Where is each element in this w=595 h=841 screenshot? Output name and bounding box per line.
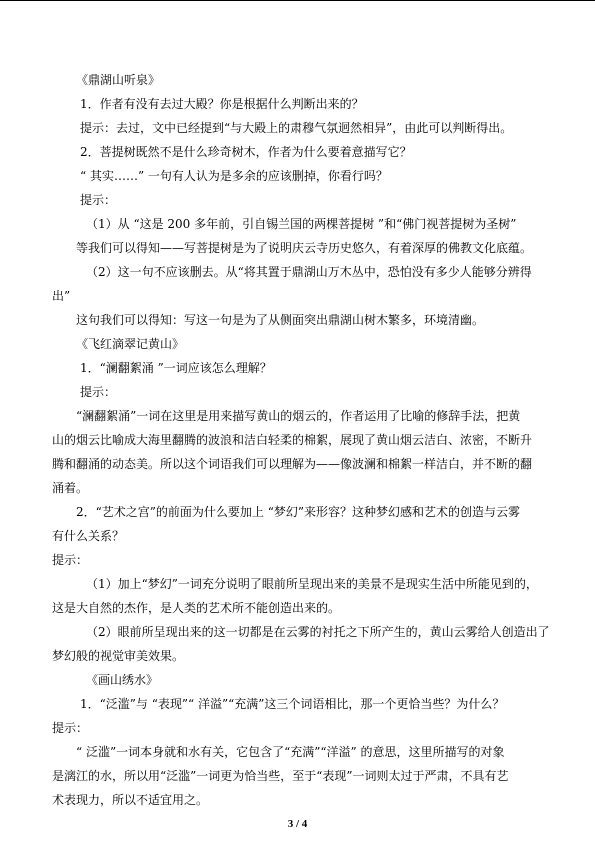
question-huangshan-2-cont: 有什么关系？ [52, 529, 125, 543]
hint-item-2-cont: 梦幻般的视觉审美效果。 [52, 649, 185, 663]
hint-label: 提示： [80, 193, 117, 207]
question-2b: “ 其实……” 一句有人认为是多余的应该删掉，你看行吗？ [80, 169, 388, 183]
hint-1: 提示：去过，文中已经提到“与大殿上的肃穆气氛迥然相异”，由此可以判断得出。 [80, 121, 513, 135]
paragraph-line: 山的烟云比喻成大海里翻腾的波浪和洁白轻柔的棉絮，展现了黄山烟云洁白、浓密，不断升 [52, 433, 533, 447]
paragraph-line: 术表现力，所以不适宜用之。 [52, 793, 209, 807]
hint-item-1-cont: 这是大自然的杰作，是人类的艺术所不能创造出来的。 [52, 601, 341, 615]
hint-item-1: （1）从 “这是 200 多年前，引自锡兰国的两棵菩提树 ”和“佛门视菩提树为圣树” [86, 217, 517, 231]
page-number: 3 / 4 [287, 818, 308, 830]
hint-label: 提示： [52, 721, 89, 735]
paragraph-line: 涌着。 [52, 481, 89, 495]
paragraph-line: “澜翻絮涌”一词在这里是用来描写黄山的烟云的，作者运用了比喻的修辞手法，把黄 [76, 409, 521, 423]
hint-label: 提示： [52, 553, 89, 567]
heading-huashan: 《画山绣水》 [86, 673, 159, 687]
question-1: 1．作者有没有去过大殿？你是根据什么判断出来的？ [80, 97, 364, 111]
hint-item-1: （1）加上“梦幻”一词充分说明了眼前所呈现出来的美景不是现实生活中所能见到的， [86, 577, 538, 591]
question-huashan-1: 1．“泛滥”与 “表现”“ 洋溢”“充满”这三个词语相比，那一个更恰当些？为什么？ [80, 697, 505, 711]
heading-huangshan: 《飞红滴翠记黄山》 [76, 337, 185, 351]
question-2: 2．菩提树既然不是什么珍奇树木，作者为什么要着意描写它？ [80, 145, 412, 159]
paragraph-line: 是漓江的水，所以用“泛滥”一词更为恰当些，至于“表现”一词则太过于严肃，不具有艺 [52, 769, 509, 783]
paragraph-line: 腾和翻涌的动态美。所以这个词语我们可以理解为——像波澜和棉絮一样洁白，并不断的翻 [52, 457, 533, 471]
hint-item-2-conclusion: 这句我们可以得知：写这一句是为了从侧面突出鼎湖山树木繁多，环境清幽。 [76, 313, 485, 327]
question-huangshan-1: 1．“澜翻絮涌 ”一词应该怎么理解？ [80, 361, 272, 375]
question-huangshan-2: 2．“艺术之宫”的前面为什么要加上 “梦幻”来形容？这种梦幻感和艺术的创造与云雾 [76, 505, 520, 519]
heading-dinghushan: 《鼎湖山听泉》 [76, 73, 161, 87]
hint-label: 提示： [80, 385, 117, 399]
hint-item-2: （2）眼前所呈现出来的这一切都是在云雾的衬托之下所产生的，黄山云雾给人创造出了 [86, 625, 550, 639]
hint-item-1-cont: 等我们可以得知——写菩提树是为了说明庆云寺历史悠久，有着深厚的佛教文化底蕴。 [76, 241, 533, 255]
paragraph-line: “ 泛滥”一词本身就和水有关，它包含了“充满”“洋溢” 的意思，这里所描写的对象 [76, 745, 505, 759]
hint-item-2: （2）这一句不应该删去。从“将其置于鼎湖山万木丛中，恐怕没有多少人能够分辨得 [86, 265, 532, 279]
hint-item-2-cont: 出” [52, 289, 71, 303]
